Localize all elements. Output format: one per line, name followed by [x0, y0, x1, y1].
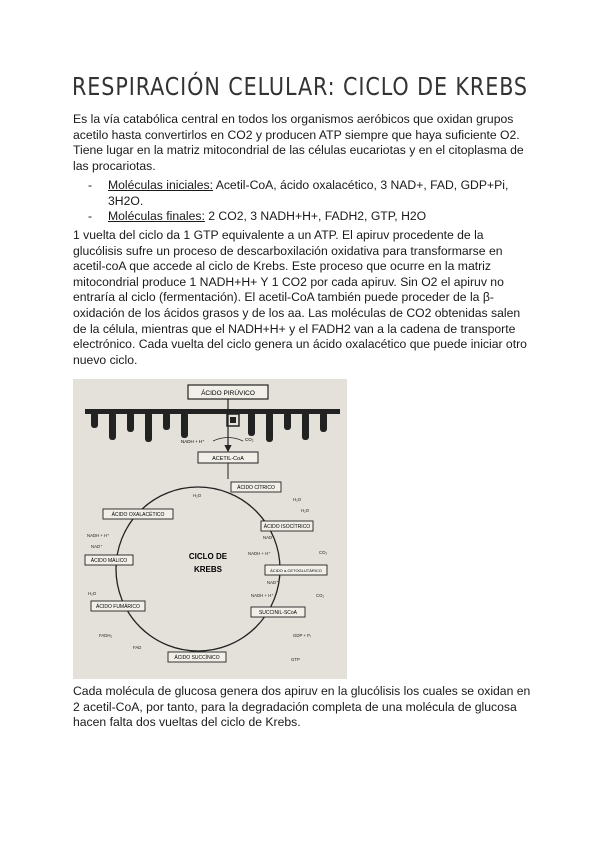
body-paragraph: 1 vuelta del ciclo da 1 GTP equivalente a un ATP. El apiruv procedente de la glucólisis sufre un proceso de descarboxilación oxidativa para transformarse en acetil-coA que accede al ciclo de Krebs. Este proceso que ocurre en la matriz mitocondrial produce 1 NADH+H+ Y 1 CO2 por cada apiruv. Sin O2 el apiruv no entraría al ciclo (fermentación). El acetil-CoA también puede proceder de la β-oxidación de los ácidos grasos y de los aa. Las moléculas de CO2 obtenidas salen de la célula, mientras que el NADH+H+ y el FADH2 van a la cadena de transporte electrónico. Cada vuelta del ciclo genera un ácido oxalacético que puede iniciar otro nuevo ciclo.	[73, 228, 527, 367]
svg-text:H₂O: H₂O	[293, 497, 302, 502]
svg-text:ÁCIDO ISOCÍTRICO: ÁCIDO ISOCÍTRICO	[263, 524, 311, 530]
svg-text:GTP: GTP	[291, 657, 300, 662]
svg-text:SUCCINIL-SCoA: SUCCINIL-SCoA	[258, 610, 298, 616]
svg-text:ÁCIDO SUCCÍNICO: ÁCIDO SUCCÍNICO	[174, 655, 220, 661]
molecules-list	[88, 178, 528, 225]
svg-text:FAD: FAD	[133, 645, 142, 650]
svg-text:ÁCIDO OXALACÉTICO: ÁCIDO OXALACÉTICO	[111, 512, 165, 518]
list-item-text: Acetil-CoA, ácido oxalacético, 3 NAD+, FAD, GDP+Pi, 3H2O.	[108, 178, 509, 208]
page-title: RESPIRACIÓN CELULAR: CICLO DE KREBS	[71, 72, 528, 101]
svg-text:CO₂: CO₂	[316, 593, 325, 598]
list-item: - Moléculas finales: 2 CO2, 3 NADH+H+, FADH2, GTP, H2O	[88, 209, 427, 224]
svg-text:ÁCIDO MÁLICO: ÁCIDO MÁLICO	[90, 558, 128, 564]
svg-text:CO₂: CO₂	[245, 437, 254, 442]
svg-text:ÁCIDO FUMÁRICO: ÁCIDO FUMÁRICO	[96, 604, 140, 610]
svg-text:NADH + H⁺: NADH + H⁺	[251, 593, 274, 598]
list-item: - Moléculas iniciales: Acetil-CoA, ácido oxalacético, 3 NAD+, FAD, GDP+Pi, 3H2O.	[88, 178, 509, 208]
intro-paragraph: Es la vía catabólica central en todos los organismos aeróbicos que oxidan grupos acetilo hasta convertirlos en CO2 y producen ATP siempre que haya suficiente O2. Tiene lugar en la matriz mitocondrial de las células eucariotas y en el citoplasma de las procariotas.	[73, 112, 524, 173]
membrane	[85, 409, 340, 414]
svg-text:NADH + H⁺: NADH + H⁺	[181, 439, 205, 444]
svg-text:ÁCIDO α-CETOGLUTÁRICO: ÁCIDO α-CETOGLUTÁRICO	[270, 568, 322, 573]
svg-text:FADH₂: FADH₂	[99, 633, 113, 638]
svg-text:NAD⁺: NAD⁺	[267, 580, 279, 585]
svg-text:ÁCIDO CÍTRICO: ÁCIDO CÍTRICO	[237, 485, 275, 491]
closing-paragraph: Cada molécula de glucosa genera dos apiruv en la glucólisis los cuales se oxidan en 2 acetil-CoA, por tanto, para la degradación completa de una molécula de glucosa hacen falta dos vueltas del ciclo de Krebs.	[73, 684, 531, 730]
list-item-text: 2 CO2, 3 NADH+H+, FADH2, GTP, H2O	[204, 209, 427, 224]
svg-text:GDP + Pᵢ: GDP + Pᵢ	[293, 633, 311, 638]
box-label: ÁCIDO PIRÚVICO	[201, 390, 255, 397]
list-item-label: Moléculas iniciales:	[108, 178, 213, 192]
cycle-title: KREBS	[193, 565, 223, 574]
list-item-label: Moléculas finales:	[108, 209, 205, 224]
cycle-title: CICLO DE	[188, 552, 228, 561]
svg-text:CO₂: CO₂	[319, 550, 328, 555]
svg-text:NAD⁺: NAD⁺	[263, 535, 275, 540]
svg-text:NADH + H⁺: NADH + H⁺	[248, 551, 271, 556]
krebs-cycle-diagram	[73, 379, 347, 679]
svg-text:H₂O: H₂O	[88, 591, 97, 596]
krebs-cycle-svg	[73, 379, 347, 679]
svg-text:H₂O: H₂O	[193, 493, 202, 498]
svg-text:ACETIL-CoA: ACETIL-CoA	[212, 456, 244, 462]
svg-text:NAD⁺: NAD⁺	[91, 544, 103, 549]
svg-text:NADH + H⁺: NADH + H⁺	[87, 533, 110, 538]
svg-text:H₂O: H₂O	[301, 508, 310, 513]
